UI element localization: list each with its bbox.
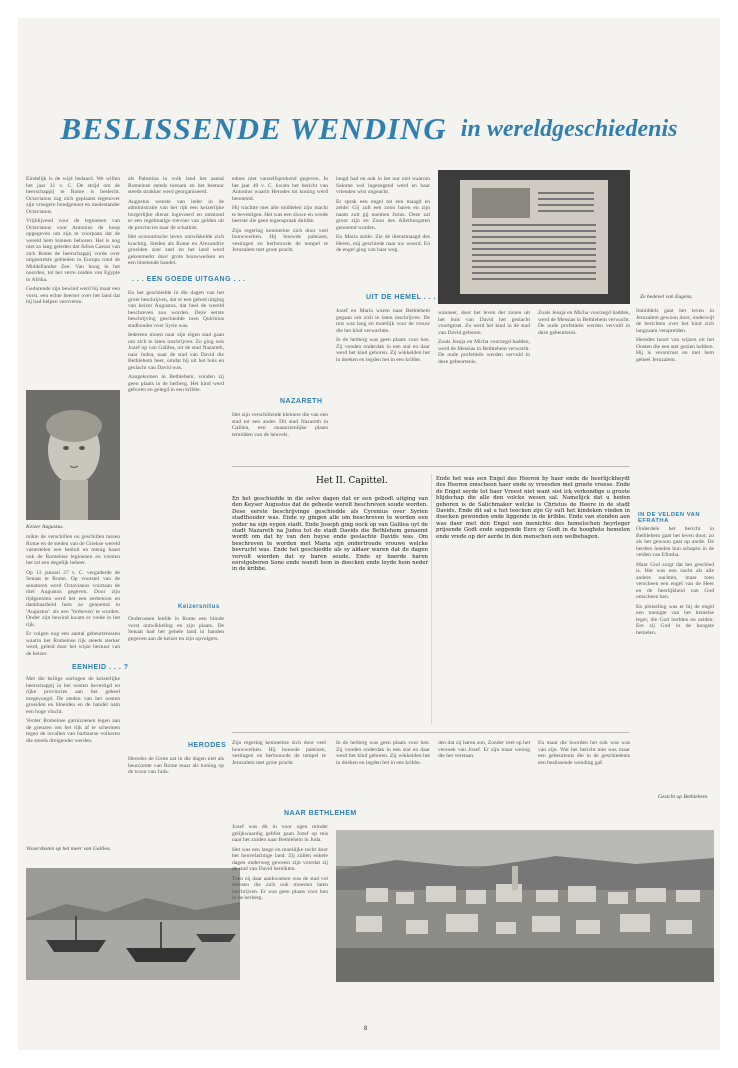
subhead-velden-efratha: IN DE VELDEN VAN EFRATHA	[638, 512, 701, 524]
column-1-mid	[26, 534, 120, 662]
paragraph: Zoals Jesaja en Micha voorzegd hadden, werd de Messias in Bethlehem verwacht. De oude profetieën werden vervuld in deze gebeurtenis.	[438, 339, 530, 365]
paragraph: mikte de verschillen en geschillen tussen Rome en de steden van de Griekse wereld vastestelen een besluit en menig haast ook de Romeinse legioenen en vorsten het tot een degelijk beheer.	[26, 534, 120, 566]
column-1-bottom	[26, 676, 120, 772]
caption-vissersboten: Vissersboten op het meer van Galilea.	[26, 846, 112, 852]
scripture-top-rule	[232, 466, 630, 467]
paragraph: Maar God zorgt dat het geschied is. Het was een nacht als alle andere nachten, maar toen verscheen een engel van de Heer en de heerlijkheid van God omscheen hen.	[636, 561, 714, 600]
title-sub: in wereldgeschiedenis	[460, 115, 678, 142]
paragraph: Met die heilige oorlogen de keizerlijke heerschappij in het oosten bevestigd en rijke provincies aan het geheel toegevoegd. De steden van het oosten groeiden en bloeiden en de handel nam een hoge vlucht.	[26, 676, 120, 715]
subhead-uit-de-hemel: UIT DE HEMEL . . .	[366, 294, 436, 301]
column-2-lower	[128, 616, 224, 736]
column-5b-bottom	[538, 740, 630, 824]
paragraph: Jozef en Maria waren naar Bethlehem gegaan om zich te laten inschrijven. De reis was lang en moeilijk voor de vrouw die het kind verwachtte.	[336, 308, 430, 334]
paragraph: Zijn regering kenmerkte zich door veel bouwwerken. Hij bouwde paleizen, vestingen en herbouwde de tempel te Jeruzalem met grote pracht.	[232, 740, 326, 766]
paragraph: Gedurende zijn bewind werd hij maar een vorst, een echte heerser over het land dat hij had helpen veroveren.	[26, 286, 120, 305]
scripture-text-2: Ende het was een Engel des Heeren by haer ende de heerlijckheydt des Heeren omscheen haer ende sy vreesden met groote vreese. Ende de Engel seyde tot haer Vreest niet want siet ick verkondige u groote blijdschap die alle den volcke wesen sal. Namelijck dat u heden geboren is de Salichmaker welcke is Christus de Heere in de stadt Davids. Ende dit sal u het teecken zijn Gy sult het kindeken vinden in doecken gewonden ende liggende in de kribbe. Ende van stonden aen was daer met den Engel een menichte des hemelschen heyrleger prijsende Godt ende seggende Eere zy Godt in de hooghste hemelen ende vrede op der aerde in den menschen een welbehagen.	[436, 476, 630, 540]
column-1-top	[26, 176, 120, 384]
paragraph: Onderossen leefde in Rome een blinde vorst ontwikkeling en zijn plaats. De Senaat had het gehele land in handen gegeven aan de keizer en zijn opvolgers.	[128, 616, 224, 642]
paragraph: den dat zij haren zon, Zonder veel op het verzoek van Jozef. Er zijn maar weinig die het verstaan.	[438, 740, 530, 759]
manuscript-photo	[438, 170, 630, 304]
paragraph: Iedereen moest naar zijn eigen stad gaan om zich te laten inschrijven. Zo ging ook Jozef op van Galilea, uit de stad Nazareth, naar Judea, naar de stad van David die Bethlehem heet, omdat hij uit het huis en geslacht van David was.	[128, 332, 224, 371]
paragraph: Zoals Jesaja en Micha voorzegd hadden, werd de Messias in Bethlehem verwacht. De oude profetieën werden vervuld in deze gebeurtenis.	[538, 310, 630, 336]
column-6-top	[636, 308, 714, 508]
paragraph: Verder Romeinse garnizoenen legen aan de grenzen om het rijk af te schermen tegen de invallen van barbaarse volkeren die steeds dreigender werden.	[26, 718, 120, 744]
subhead-herodes: HERODES	[188, 742, 227, 749]
caption-bedevel: Ze bedevel van Eugens.	[640, 294, 693, 300]
paragraph: En het geschiedde in die dagen van het grote beschrijven, dat er een gebod uitging van keizer Augustus, dat heel de wereld beschreven zou worden. Deze eerste beschrijving geschiedde toen Quirinius stadhouder over Syrie was.	[128, 290, 224, 329]
paragraph: Zijn regering kenmerkte zich door veel bouwwerken. Hij bouwde paleizen, vestingen en herbouwde de tempel te Jeruzalem met grote pracht.	[232, 227, 328, 253]
column-5-top	[438, 310, 530, 454]
column-6-middle	[636, 526, 714, 788]
page-number: 8	[364, 1026, 368, 1032]
paragraph: Het was een lange en moeilijke tocht door het heuvelachtige land. Zij zullen enkele dagen onderweg geweest zijn voordat zij de stad van David bereikten.	[232, 846, 328, 872]
paragraph: Op 13 januari 27 v. C. vergaderde de Senaat te Rome. Op voorstel van de senatoren werd Octavianus voortaan de titel Augustus gegeven. Door zijn tijdgenoten werd het een eerbetoon en dankbaarheid hem zo genoemd in 'Augustus': als een 'Verheven' te worden. Onder zijn bewind kwam er vrede in het rijk.	[26, 569, 120, 628]
scripture-divider	[431, 474, 432, 724]
magazine-page	[18, 18, 720, 1050]
paragraph: Herodes hoort van wijzen uit het Oosten die een ster gezien hebben. Hij is verontrust en met hem geheel Jeruzalem.	[636, 337, 714, 363]
paragraph: In de herberg was geen plaats voor hen. Zij vonden onderdak in een stal en daar werd het kind geboren. Zij wikkelden het in doeken en legden het in een kribbe.	[336, 337, 430, 363]
scripture-column-1	[232, 496, 428, 728]
column-5b-top	[538, 310, 630, 454]
paragraph: En maar die hoorden het ook was was van zijn. Wat het bericht niet was maar een gebeurtenis die in de geschiedenis een beslissende wending gaf.	[538, 740, 630, 766]
paragraph: ednes niet vanzelfsprekend gegeven. In het jaar 40 v. C. kwam het bericht van Antonius waarin Herodes tot koning werd benoemd.	[232, 176, 328, 202]
paragraph: Eindelijk is de wijd bedaard. We willen het jaar 31 v. C. De strijd om de heerschappij te Rome is beslecht. Octavianus zag zich geplaatst tegenover zijn vroegere bondgenoot en medestander Octavianus.	[26, 176, 120, 215]
subhead-eenheid: EENHEID . . . ?	[72, 664, 129, 671]
scripture-bottom-rule	[232, 732, 630, 733]
subhead-goede-uitgang: . . . EEN GOEDE UITGANG . . .	[132, 276, 246, 283]
paragraph: langd had en ook in het uur niet waarom Salome wel ingezegend werd en haar vrienden wist ongeacht.	[336, 176, 430, 195]
title-main: BESLISSENDE WENDING	[60, 111, 447, 146]
paragraph: Er volgen nog een aantal gebeurtenissen waarin het Romeinse rijk steeds sterker werd, geleid door het wijze bestuur van de keizer.	[26, 631, 120, 657]
subhead-nazareth: NAZARETH	[280, 398, 323, 405]
paragraph: Het economische leven ontwikkelde zich krachtig. Steden als Rome en Alexandrie groeiden zeer snel en het land werd gekenmerkt door grote bouwwerken en een bloeiende handel.	[128, 234, 224, 266]
column-4-middle	[336, 308, 430, 454]
column-2-middle	[128, 290, 224, 590]
paragraph: wanneer, door het leven der zonen uit het huis van David het geslacht voortgezet. Zo werd het kind in de stad van David geboren.	[438, 310, 530, 336]
bethlehem-photo	[336, 830, 714, 982]
paragraph: Jozef was dit in voor ogen minder gelijkwaardig geblist gaan Jozef op reis naar het zuiden naar Bethlehem in Juda.	[232, 824, 328, 843]
paragraph: Herodes de Grote zat in die dagen niet als beurcomte van Rome maar als koning op de troon van Juda.	[128, 756, 224, 775]
scripture-column-2	[436, 476, 630, 728]
paragraph: Hij trachtte met alle middelen zijn macht te bevestigen. Het was een sluwe en wrede heerser die geen tegenspraak duldde.	[232, 205, 328, 224]
column-3-nazareth	[232, 412, 328, 458]
column-3-top	[232, 176, 328, 394]
caption-augustus: Keizer Augustus.	[26, 524, 64, 530]
paragraph: Vrijblijvend voor de legioenen van Octavianus voor Antonius de hoop opgegeven om zijn te voorpaan dat de wereld hem kunnen behoren. Het is nog niet zo lang geleden dat Julius Caesar van zich Rome de heerschappij vorde over uitgestrekte gebieden in Europa rond de Middellandse Zee. Van hoog in het noorden, tot het verre zuiden van Egypte in Afrika.	[26, 218, 120, 283]
scripture-heading: Het II. Capittel.	[316, 476, 388, 486]
paragraph: Het zijn verschillende kleinere die van een stad tot een ander. Dit stad Nazareth in Galilea, een onaanzienlijke plaats temidden van de heuvels.	[232, 412, 328, 438]
paragraph: Toen zij daar aankwamen was de stad vol mensen die zich ook moesten laten inschrijven. Er was geen plaats voor hen in de herberg.	[232, 875, 328, 901]
paragraph: En Maria zeide: Zie de dienstmaagd des Heren, mij geschiede naar uw woord. En de engel ging van haar weg.	[336, 234, 430, 253]
subhead-naar-bethlehem: NAAR BETHLEHEM	[284, 810, 357, 817]
column-2-top	[128, 176, 224, 272]
column-3-bottom	[232, 740, 326, 804]
scripture-text-1: En het geschiedde in die selve dagen dat er een gebodt uitging van den Keyser Augustus dat de geheele werelt beschreven soude worden. Dese eerste beschrijvinge geschiedde als Cyrenius over Syrien stadthouder was. Ende sy gingen alle om beschreven te worden een yeder na sijn eygen stadt. Ende Joseph ging oock op van Galilea uyt de stadt Nazareth na Judea tot de stadt Davids die Bethlehem genaemt wordt om dat hy van den huyse ende geslachte Davids was. Om beschreven te worden met Maria sijn ondertroude vrouwe welcke bevrucht was. Ende het geschiedde als sy aldaer waren dat de dagen vervult wierden dat sy baren soude. Ende sy baerde haren eerstgeboren Sone ende wandt hem in doecken ende leyde hem neder in de kribbe.	[232, 496, 428, 573]
paragraph: In de herberg was geen plaats voor hen. Zij vonden onderdak in een stal en daar werd het kind geboren. Zij wikkelden het in doeken en legden het in een kribbe.	[336, 740, 430, 766]
paragraph: Aangekomen in Bethlehem, vonden zij geen plaats in de herberg. Het kind werd geboren en gelegd in een kribbe.	[128, 374, 224, 393]
paragraph: Inmiddels gaat het leven in Jeruzalem gewoon door, onderwijl de berichten over het kind zich langzaam verspreiden.	[636, 308, 714, 334]
paragraph: Augustus wenste van ieder in de administratie van het rijk een keizerlijke burgerlijke dienst ingevoerd en ontstond er een regelmatige toevoer van gelden uit de provincies naar de schatkist.	[128, 198, 224, 231]
column-5-bottom	[438, 740, 530, 824]
augustus-portrait	[26, 390, 120, 520]
column-4-top	[336, 176, 430, 288]
column-bethlehem-text	[232, 824, 328, 982]
paragraph: En plotseling was er bij de engel een menigte van het hemelse leger, die God loofden en zeiden: Ere zij God in de hoogste hemelen.	[636, 603, 714, 636]
column-4-bottom	[336, 740, 430, 804]
fishing-boats-photo	[26, 868, 240, 980]
paragraph: Onderdele het bericht in Bethlehem gaat het leven door, zo als het gewoon gaat op aarde. De herders hoeden hun schapen in de velden van Efratha.	[636, 526, 714, 558]
page-title	[24, 86, 714, 172]
caption-bethlehem: Gezicht op Bethlehem.	[658, 794, 709, 800]
paragraph: Er sprak een engel tot een maagd en zeide: Gij zult een zoon baren en zijn naam zult gij noemen Jezus. Deze zal groot zijn en Zoon des Allerhoogsten genoemd worden.	[336, 198, 430, 231]
column-2-bottom	[128, 756, 224, 790]
subhead-keizersnitus: Keizersnitus	[178, 604, 220, 610]
paragraph: als Palestina in volk land het aantal Romeinse steeds toenam en het bestuur steeds strakker werd georganiseerd.	[128, 176, 224, 195]
